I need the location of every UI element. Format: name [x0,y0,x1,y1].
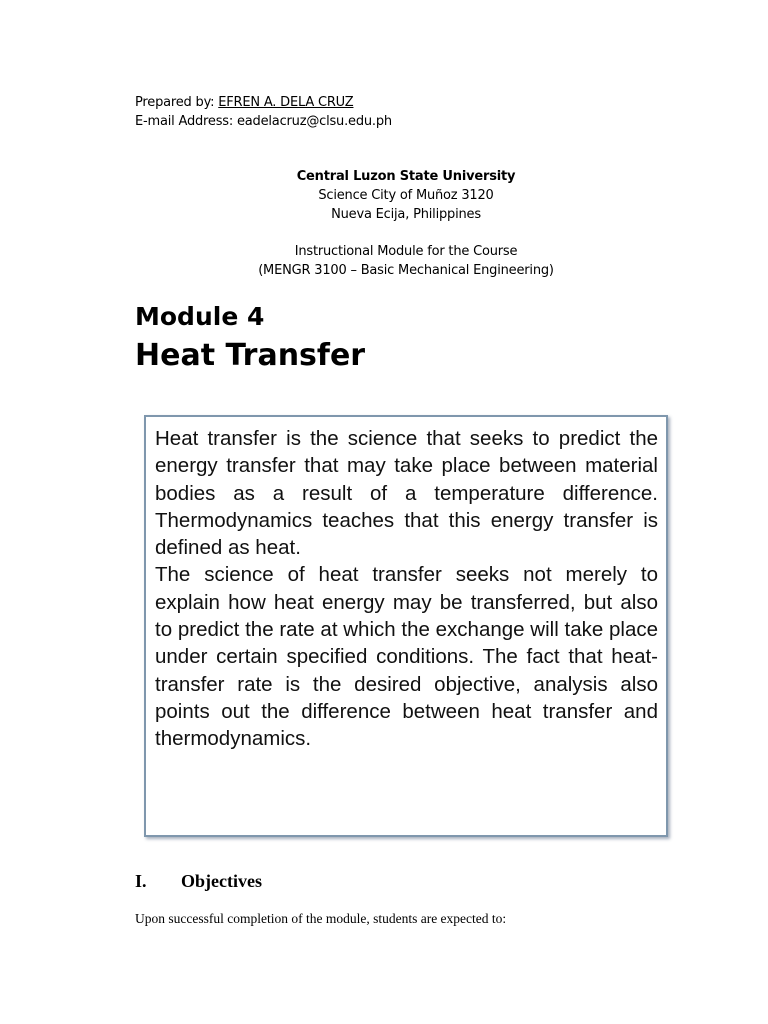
objectives-heading [135,870,262,892]
intro-paragraph-2: The science of heat transfer seeks not merely to explain how heat energy may be transferred, but also to predict the rate at which the exchange will take place under certain specified conditions. The fact that heat-transfer rate is the desired objective, analysis also points out the difference between heat transfer and thermodynamics. [155,563,658,751]
course-block [0,242,768,280]
university-name: Central Luzon State University [296,169,516,184]
address-line-2: Nueva Ecija, Philippines [331,207,481,222]
intro-paragraph-1: Heat transfer is the science that seeks to predict the energy transfer that may take place between material bodies as a result of a temperature difference. Thermodynamics teaches that this energy transfer is defined as heat. [155,427,658,560]
module-number: Module 4 [135,302,265,331]
course-line-2: (MENGR 3100 – Basic Mechanical Engineering) [258,263,554,278]
section-title: Objectives [181,871,262,891]
section-number: I. [135,871,147,891]
prepared-by-line [135,93,392,112]
intro-text-box [144,415,668,837]
institution-block [0,167,768,224]
email-line: E-mail Address: eadelacruz@clsu.edu.ph [135,114,392,129]
module-title: Heat Transfer [135,338,366,373]
author-name: EFREN A. DELA CRUZ [218,95,354,110]
prepared-by-label: Prepared by: [135,95,219,110]
course-line-1: Instructional Module for the Course [294,244,518,259]
author-info [135,93,392,131]
objectives-lead-text: Upon successful completion of the module, students are expected to: [135,911,507,926]
address-line-1: Science City of Muñoz 3120 [318,188,494,203]
